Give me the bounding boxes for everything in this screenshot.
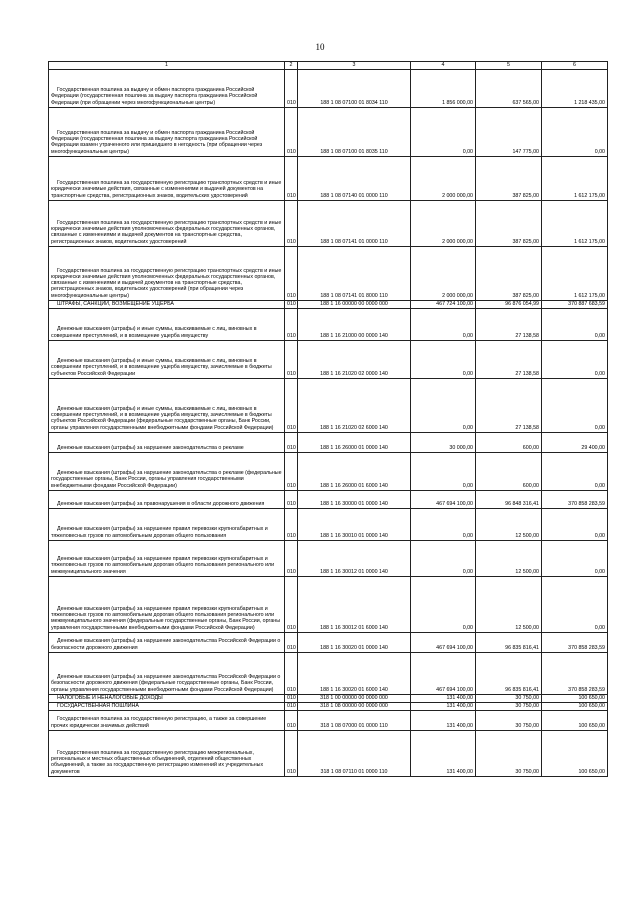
row-line-code-cell: 010	[285, 69, 298, 107]
row-name-cell	[49, 452, 285, 490]
row-name-cell	[49, 340, 285, 378]
table-header-row	[49, 62, 608, 70]
row-name-text: Денежные взыскания (штрафы) и иные суммы, взыскиваемые с лиц, виновных в совершении преступлений, и в возмещение ущерба имуществу, зачисляемые в бюджеты субъектов Российской Федерации (федеральные государственные органы, Банк России, органы управления государственными внебюджетными фондами Российской Федерации)	[51, 405, 274, 431]
row-name-cell	[49, 107, 285, 156]
row-budget-code-cell: 188 1 08 07141 01 0000 110	[298, 200, 411, 246]
row-line-code-cell: 010	[285, 107, 298, 156]
row-name-cell	[49, 432, 285, 452]
row-budget-code-cell: 188 1 16 26000 01 6000 140	[298, 452, 411, 490]
row-executed-cell: 96 848 316,41	[476, 490, 542, 508]
row-executed-cell: 387 825,00	[476, 246, 542, 300]
row-name-cell	[49, 156, 285, 200]
table-row	[49, 730, 608, 776]
row-remaining-cell: 370 887 683,59	[542, 300, 608, 308]
row-budget-code-cell: 318 1 00 00000 00 0000 000	[298, 694, 411, 702]
row-budget-code-cell: 188 1 08 07141 01 8000 110	[298, 246, 411, 300]
row-budget-code-cell: 318 1 08 07110 01 0000 110	[298, 730, 411, 776]
row-name-cell	[49, 200, 285, 246]
row-line-code-cell: 010	[285, 490, 298, 508]
row-budget-code-cell: 188 1 16 26000 01 0000 140	[298, 432, 411, 452]
row-name-cell	[49, 246, 285, 300]
row-planned-cell: 131 400,00	[411, 710, 476, 730]
row-remaining-cell: 370 858 283,59	[542, 652, 608, 694]
row-remaining-cell: 0,00	[542, 107, 608, 156]
table-row	[49, 432, 608, 452]
row-budget-code-cell: 188 1 16 00000 00 0000 000	[298, 300, 411, 308]
table-row	[49, 200, 608, 246]
row-executed-cell: 12 500,00	[476, 508, 542, 540]
row-planned-cell: 0,00	[411, 340, 476, 378]
row-planned-cell: 0,00	[411, 378, 476, 432]
column-header: 5	[476, 62, 542, 70]
row-line-code-cell: 010	[285, 702, 298, 710]
row-executed-cell: 600,00	[476, 452, 542, 490]
page-number: 10	[315, 42, 325, 52]
table-row	[49, 156, 608, 200]
row-name-text: ГОСУДАРСТВЕННАЯ ПОШЛИНА	[57, 702, 139, 709]
row-name-text: Государственная пошлина за государственную регистрацию, а также за совершение прочих юридически значимых действий	[51, 716, 267, 729]
table-row	[49, 694, 608, 702]
row-name-cell	[49, 576, 285, 632]
row-line-code-cell: 010	[285, 200, 298, 246]
row-line-code-cell: 010	[285, 540, 298, 576]
row-executed-cell: 30 750,00	[476, 694, 542, 702]
row-name-cell	[49, 540, 285, 576]
row-planned-cell: 0,00	[411, 576, 476, 632]
table-row	[49, 632, 608, 652]
row-budget-code-cell: 188 1 08 07140 01 0000 110	[298, 156, 411, 200]
row-remaining-cell: 0,00	[542, 340, 608, 378]
row-planned-cell: 0,00	[411, 107, 476, 156]
row-name-text: Государственная пошлина за выдачу и обмен паспорта гражданина Российской Федерации (государственная пошлина за выдачу паспорта гражданина Российской Федерации (при обращении через многофункциональные центры)	[51, 87, 258, 106]
row-line-code-cell: 010	[285, 432, 298, 452]
row-planned-cell: 0,00	[411, 540, 476, 576]
row-remaining-cell: 370 858 283,59	[542, 490, 608, 508]
row-line-code-cell: 010	[285, 730, 298, 776]
row-budget-code-cell: 188 1 16 30012 01 6000 140	[298, 576, 411, 632]
row-executed-cell: 27 138,58	[476, 340, 542, 378]
row-remaining-cell: 100 650,00	[542, 702, 608, 710]
row-name-text: Государственная пошлина за государственную регистрацию транспортных средств и иные юридически значимые действия уполномоченных федеральных государственных органов, связанные с изменениями и выдачей документов на транспортные средства, регистрационных знаков, водительских удостоверений	[51, 219, 282, 245]
table-row	[49, 540, 608, 576]
table-row	[49, 490, 608, 508]
table-row	[49, 652, 608, 694]
row-name-cell	[49, 300, 285, 308]
row-planned-cell: 30 000,00	[411, 432, 476, 452]
table-row	[49, 452, 608, 490]
row-remaining-cell: 0,00	[542, 378, 608, 432]
row-remaining-cell: 100 650,00	[542, 710, 608, 730]
row-budget-code-cell: 188 1 16 21020 02 0000 140	[298, 340, 411, 378]
row-line-code-cell: 010	[285, 300, 298, 308]
row-name-cell	[49, 308, 285, 340]
row-budget-code-cell: 188 1 16 30012 01 0000 140	[298, 540, 411, 576]
row-remaining-cell: 1 612 175,00	[542, 246, 608, 300]
row-line-code-cell: 010	[285, 156, 298, 200]
row-name-cell	[49, 508, 285, 540]
row-executed-cell: 27 138,58	[476, 308, 542, 340]
row-budget-code-cell: 188 1 08 07100 01 8035 110	[298, 107, 411, 156]
row-remaining-cell: 0,00	[542, 308, 608, 340]
row-name-text: Денежные взыскания (штрафы) за нарушение законодательства Российской Федерации о безопасности дорожного движения	[51, 638, 281, 651]
row-budget-code-cell: 188 1 16 30010 01 0000 140	[298, 508, 411, 540]
row-line-code-cell: 010	[285, 452, 298, 490]
row-executed-cell: 12 500,00	[476, 540, 542, 576]
row-remaining-cell: 1 612 175,00	[542, 200, 608, 246]
row-name-text: Денежные взыскания (штрафы) за правонарушения в области дорожного движения	[57, 500, 265, 507]
row-name-cell	[49, 710, 285, 730]
row-name-cell	[49, 702, 285, 710]
row-remaining-cell: 370 858 283,59	[542, 632, 608, 652]
row-line-code-cell: 010	[285, 694, 298, 702]
row-name-text: Денежные взыскания (штрафы) за нарушение правил перевозки крупногабаритных и тяжеловесных грузов по автомобильным дорогам общего пользования регионального или межмуниципального значения	[51, 556, 275, 575]
row-name-text: Денежные взыскания (штрафы) за нарушение законодательства о рекламе (федеральные государственные органы, Банк России, органы управления государственными внебюджетными фондами Российской Федерации)	[51, 470, 282, 489]
row-remaining-cell: 0,00	[542, 452, 608, 490]
column-header: 1	[49, 62, 285, 70]
row-remaining-cell: 29 400,00	[542, 432, 608, 452]
row-name-cell	[49, 694, 285, 702]
row-executed-cell: 387 825,00	[476, 156, 542, 200]
row-name-text: Денежные взыскания (штрафы) за нарушение законодательства о рекламе	[57, 444, 244, 451]
table-row	[49, 508, 608, 540]
row-name-cell	[49, 490, 285, 508]
row-name-cell	[49, 632, 285, 652]
row-name-text: Денежные взыскания (штрафы) за нарушение правил перевозки крупногабаритных и тяжеловесных грузов по автомобильным дорогам общего пользования	[51, 526, 268, 539]
table-row	[49, 378, 608, 432]
row-name-text: Денежные взыскания (штрафы) за нарушение правил перевозки крупногабаритных и тяжеловесных грузов по автомобильным дорогам общего пользования регионального или межмуниципального значения (федеральные государственные органы, Банк России, органы управления государственными внебюджетными фондами Российской Федерации)	[51, 605, 281, 631]
row-executed-cell: 30 750,00	[476, 730, 542, 776]
table-row	[49, 69, 608, 107]
row-planned-cell: 2 000 000,00	[411, 246, 476, 300]
row-planned-cell: 0,00	[411, 452, 476, 490]
row-executed-cell: 147 775,00	[476, 107, 542, 156]
table-row	[49, 576, 608, 632]
row-name-text: Государственная пошлина за государственную регистрацию транспортных средств и иные юридически значимые действия уполномоченных федеральных государственных органов, связанные с изменениями и выдачей документов на транспортные средства, регистрационных знаков, водительских удостоверений (при обращении через многофункциональные центры)	[51, 267, 282, 299]
row-remaining-cell: 0,00	[542, 540, 608, 576]
row-budget-code-cell: 188 1 16 30000 01 0000 140	[298, 490, 411, 508]
row-name-text: НАЛОГОВЫЕ И НЕНАЛОГОВЫЕ ДОХОДЫ	[57, 694, 163, 701]
row-name-text: Государственная пошлина за государственную регистрацию транспортных средств и иные юридически значимые действия, связанные с изменениями и выдачей документов на транспортные средства, регистрационных знаков, водительских удостоверений	[51, 180, 282, 199]
row-line-code-cell: 010	[285, 710, 298, 730]
table-row	[49, 710, 608, 730]
row-remaining-cell: 100 650,00	[542, 694, 608, 702]
row-budget-code-cell: 318 1 08 07000 01 0000 110	[298, 710, 411, 730]
row-name-text: Денежные взыскания (штрафы) за нарушение законодательства Российской Федерации о безопасности дорожного движения (федеральные государственные органы, Банк России, органы управления государственными внебюджетными фондами Российской Федерации)	[51, 674, 281, 693]
table-row	[49, 340, 608, 378]
row-planned-cell: 2 000 000,00	[411, 156, 476, 200]
row-executed-cell: 96 835 816,41	[476, 652, 542, 694]
row-name-cell	[49, 378, 285, 432]
table-row	[49, 300, 608, 308]
table-row	[49, 246, 608, 300]
row-budget-code-cell: 188 1 08 07100 01 8034 110	[298, 69, 411, 107]
row-budget-code-cell: 188 1 16 21000 00 0000 140	[298, 308, 411, 340]
row-planned-cell: 467 694 100,00	[411, 632, 476, 652]
table-row	[49, 107, 608, 156]
row-budget-code-cell: 188 1 16 30020 01 0000 140	[298, 632, 411, 652]
row-planned-cell: 0,00	[411, 508, 476, 540]
row-remaining-cell: 1 612 175,00	[542, 156, 608, 200]
row-planned-cell: 0,00	[411, 308, 476, 340]
row-budget-code-cell: 318 1 08 00000 00 0000 000	[298, 702, 411, 710]
row-planned-cell: 467 724 100,00	[411, 300, 476, 308]
column-header: 6	[542, 62, 608, 70]
table-row	[49, 308, 608, 340]
column-header: 2	[285, 62, 298, 70]
row-name-text: ШТРАФЫ, САНКЦИИ, ВОЗМЕЩЕНИЕ УЩЕРБА	[57, 300, 174, 307]
row-budget-code-cell: 188 1 16 30020 01 6000 140	[298, 652, 411, 694]
row-planned-cell: 131 400,00	[411, 702, 476, 710]
row-executed-cell: 96 835 816,41	[476, 632, 542, 652]
row-line-code-cell: 010	[285, 246, 298, 300]
row-executed-cell: 27 138,58	[476, 378, 542, 432]
row-line-code-cell: 010	[285, 340, 298, 378]
row-line-code-cell: 010	[285, 632, 298, 652]
row-budget-code-cell: 188 1 16 21020 02 6000 140	[298, 378, 411, 432]
row-planned-cell: 2 000 000,00	[411, 200, 476, 246]
row-planned-cell: 131 400,00	[411, 694, 476, 702]
row-remaining-cell: 100 650,00	[542, 730, 608, 776]
row-planned-cell: 131 400,00	[411, 730, 476, 776]
row-executed-cell: 30 750,00	[476, 702, 542, 710]
row-name-text: Денежные взыскания (штрафы) и иные суммы, взыскиваемые с лиц, виновных в совершении преступлений, и в возмещение ущерба имуществу	[51, 326, 257, 339]
revenue-table	[48, 61, 608, 777]
row-executed-cell: 637 565,00	[476, 69, 542, 107]
row-name-cell	[49, 652, 285, 694]
row-name-cell	[49, 730, 285, 776]
row-line-code-cell: 010	[285, 652, 298, 694]
column-header: 4	[411, 62, 476, 70]
row-executed-cell: 600,00	[476, 432, 542, 452]
row-name-cell	[49, 69, 285, 107]
row-executed-cell: 96 876 054,99	[476, 300, 542, 308]
row-planned-cell: 467 694 100,00	[411, 652, 476, 694]
row-name-text: Денежные взыскания (штрафы) и иные суммы, взыскиваемые с лиц, виновных в совершении преступлений, и в возмещение ущерба имуществу, зачисляемые в бюджеты субъектов Российской Федерации	[51, 358, 272, 377]
table-row	[49, 702, 608, 710]
row-line-code-cell: 010	[285, 576, 298, 632]
row-planned-cell: 467 694 100,00	[411, 490, 476, 508]
row-name-text: Государственная пошлина за государственную регистрацию межрегиональных, региональных и местных общественных объединений, отделений общественных объединений, а также за государственную регистрацию изменений их учредительных документов	[51, 749, 264, 775]
row-executed-cell: 12 500,00	[476, 576, 542, 632]
row-remaining-cell: 0,00	[542, 508, 608, 540]
row-planned-cell: 1 856 000,00	[411, 69, 476, 107]
row-line-code-cell: 010	[285, 508, 298, 540]
row-executed-cell: 387 825,00	[476, 200, 542, 246]
row-name-text: Государственная пошлина за выдачу и обмен паспорта гражданина Российской Федерации (государственная пошлина за выдачу паспорта гражданина Российской Федерации взамен утраченного или пришедшего в негодность (при обращении через многофункциональные центры)	[51, 129, 263, 155]
row-remaining-cell: 0,00	[542, 576, 608, 632]
row-line-code-cell: 010	[285, 308, 298, 340]
column-header: 3	[298, 62, 411, 70]
row-line-code-cell: 010	[285, 378, 298, 432]
row-executed-cell: 30 750,00	[476, 710, 542, 730]
row-remaining-cell: 1 218 435,00	[542, 69, 608, 107]
